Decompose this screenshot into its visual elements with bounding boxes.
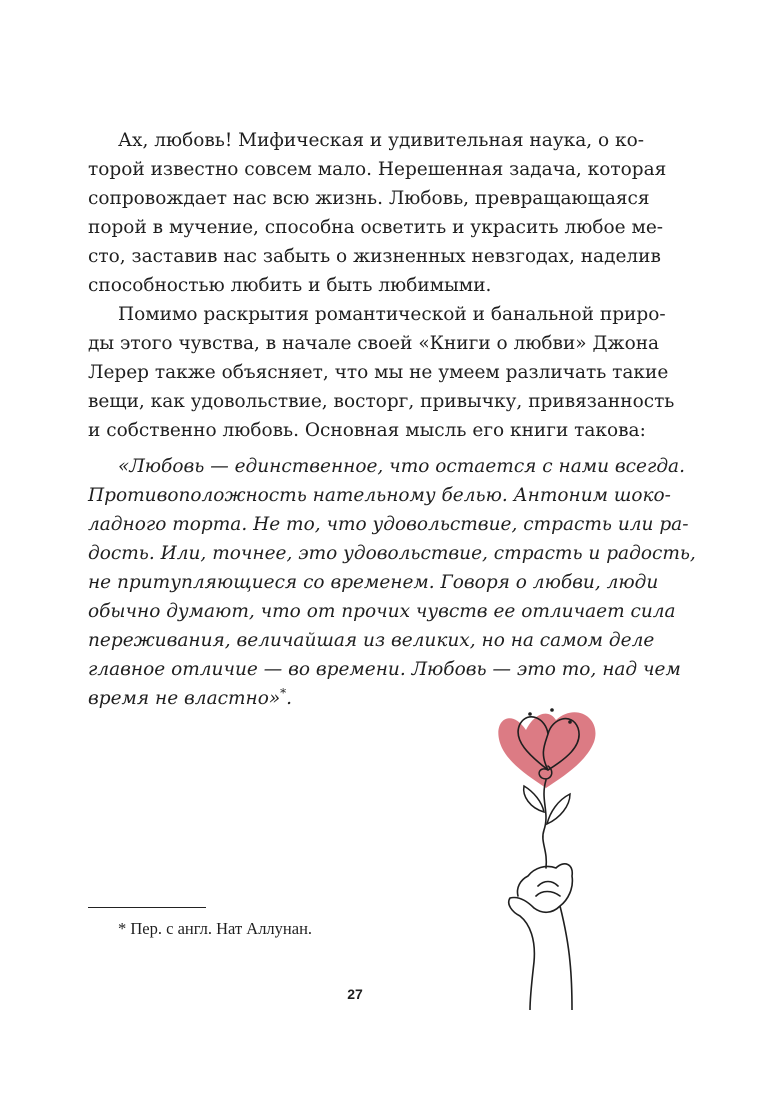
para1-line-1: Ах, любовь! Мифическая и удивительная наука, о ко- — [118, 130, 644, 151]
quote-line-8: главное отличие — во времени. Любовь — это то, над чем — [88, 659, 681, 680]
dot-icon — [568, 720, 572, 724]
para2-line-1: Помимо раскрытия романтической и банальной приро- — [118, 304, 666, 325]
footnote: * Пер. с англ. Нат Аллунан. — [118, 919, 313, 938]
para2-line-2: ды этого чувства, в начале своей «Книги о любви» Джона — [88, 333, 660, 354]
quote-line-4: дость. Или, точнее, это удовольствие, страсть и радость, — [88, 543, 696, 564]
body-text — [88, 126, 675, 445]
heart-flower-hand-illustration — [490, 700, 620, 1010]
page-number: 27 — [347, 986, 363, 1002]
footnote-marker[interactable]: * — [280, 686, 287, 700]
para1-line-6: способностью любить и быть любимыми. — [88, 275, 492, 296]
para1-line-2: торой известно совсем мало. Нерешенная задача, которая — [88, 159, 667, 180]
footnote-divider — [88, 907, 206, 908]
quote-line-3: ладного торта. Не то, что удовольствие, страсть или ра- — [88, 514, 689, 535]
quote-line-7: переживания, величайшая из великих, но на самом деле — [88, 630, 655, 651]
para2-line-3: Лерер также объясняет, что мы не умеем различать такие — [88, 362, 669, 383]
heart-fill-shape — [498, 712, 595, 788]
leaf-right-icon — [547, 794, 570, 824]
para1-line-5: сто, заставив нас забыть о жизненных невзгодах, наделив — [88, 246, 661, 267]
para2-line-4: вещи, как удовольствие, восторг, привычку, привязанность — [88, 391, 675, 412]
quote-line-5: не притупляющиеся со временем. Говоря о любви, люди — [88, 572, 659, 593]
quote-line-1: «Любовь — единственное, что остается с нами всегда. — [118, 456, 685, 477]
leaf-left-icon — [524, 786, 544, 812]
para1-line-4: порой в мучение, способна осветить и украсить любое ме- — [88, 217, 664, 238]
quote-block — [88, 452, 696, 713]
quote-line-6: обычно думают, что от прочих чувств ее отличает сила — [88, 601, 676, 622]
para1-line-3: сопровождает нас всю жизнь. Любовь, превращающаяся — [88, 188, 650, 209]
quote-end-punct: . — [286, 688, 293, 709]
quote-last-text: время не властно» — [88, 688, 281, 709]
dot-icon — [550, 708, 554, 712]
flower-stem — [543, 780, 546, 868]
dot-icon — [528, 712, 532, 716]
quote-line-2: Противоположность нательному белью. Антоним шоко- — [88, 485, 671, 506]
para2-line-5: и собственно любовь. Основная мысль его книги такова: — [88, 420, 646, 441]
